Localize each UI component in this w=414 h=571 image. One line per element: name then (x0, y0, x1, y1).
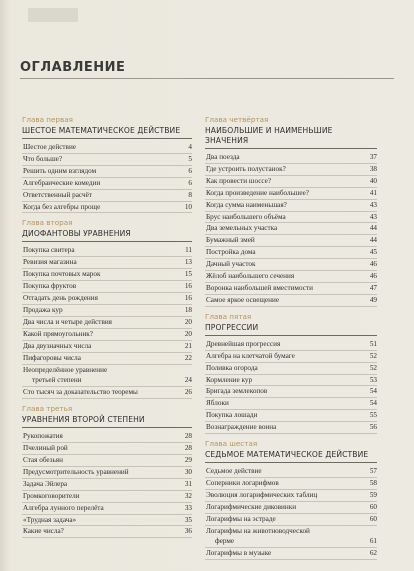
page-number: 20 (184, 329, 192, 338)
toc-entry[interactable] (205, 548, 377, 560)
chapter-block (22, 115, 192, 213)
entry-title: Что больше? (23, 154, 63, 163)
page-number: 44 (369, 224, 377, 233)
entry-title: Бригада землекопов (206, 387, 268, 396)
entry-title: Седьмое действие (206, 467, 262, 476)
toc-entry[interactable] (205, 295, 377, 307)
entry-title: Покупка фруктов (23, 282, 77, 291)
page-number: 43 (369, 200, 377, 209)
entry-title: Покупка свитера (23, 246, 75, 255)
page-number: 21 (184, 341, 192, 350)
page-number: 18 (184, 305, 192, 314)
toc-entry[interactable] (205, 212, 377, 224)
entry-title: Где устроить полустанок? (206, 164, 286, 173)
chapter-block (205, 312, 377, 434)
entry-title: Когда произведение наибольшее? (206, 188, 309, 197)
entry-title: Два земельных участка (206, 224, 278, 233)
page-number: 31 (184, 479, 192, 488)
entry-title: Алгебра на клетчатой бумаге (206, 351, 295, 360)
page-number: 28 (184, 432, 192, 441)
chapter-label: Глава четвёртая (205, 115, 269, 124)
entry-title: Покупка лошади (206, 411, 258, 420)
toc-entry[interactable] (22, 257, 192, 269)
toc-entry[interactable] (205, 422, 377, 434)
entry-title: Жёлоб наибольшего сечения (206, 272, 295, 281)
page-number: 29 (184, 456, 192, 465)
toc-column-right (205, 115, 377, 565)
page-number: 30 (184, 467, 192, 476)
toc-entry[interactable] (205, 478, 377, 490)
page-number: 33 (184, 503, 192, 512)
entry-title: Логарифмы в музыке (206, 549, 272, 558)
toc-entry[interactable] (22, 190, 192, 202)
page-number: 37 (369, 153, 377, 161)
toc-entry[interactable] (205, 223, 377, 235)
chapter-title: СЕДЬМОЕ МАТЕМАТИЧЕСКОЕ ДЕЙСТВИЕ (205, 450, 377, 463)
entry-title: Неопределённое уравнение (23, 365, 108, 374)
toc-entry[interactable] (205, 200, 377, 212)
chapter-block (22, 404, 192, 538)
page-number: 38 (369, 164, 377, 173)
chapter-block (22, 218, 192, 399)
page-number: 15 (184, 270, 192, 279)
page-number: 49 (369, 295, 377, 304)
toc-entry[interactable] (205, 526, 377, 537)
entry-title: Самое яркое освещение (206, 295, 280, 304)
entry-title: Громкоговорители (23, 491, 80, 500)
toc-entry[interactable] (205, 363, 377, 375)
toc-entry[interactable] (205, 466, 377, 478)
page-number: 4 (188, 143, 192, 151)
toc-entry[interactable] (22, 365, 192, 376)
toc-entry[interactable] (205, 271, 377, 283)
toc-entry[interactable] (22, 329, 192, 341)
entry-title: Древнейшая прогрессия (206, 339, 281, 348)
entry-title: Решить одним взглядом (23, 166, 97, 175)
entry-title: Какой прямоугольник? (23, 329, 93, 338)
toc-entry[interactable] (22, 281, 192, 293)
page-number: 16 (184, 294, 192, 303)
entry-title: Как провести шоссе? (206, 176, 272, 185)
chapter-label: Глава шестая (205, 439, 258, 449)
toc-entry[interactable] (22, 305, 192, 317)
entry-title: Ответственный расчёт (23, 190, 92, 199)
page-number: 24 (184, 376, 192, 385)
entry-title: Алгебра лунного перелёта (23, 503, 104, 512)
page-number: 20 (184, 317, 192, 326)
entry-title: Брус наибольшего объёма (206, 212, 286, 221)
toc-entry[interactable] (205, 152, 377, 164)
entry-title: Вознаграждение воина (206, 423, 277, 432)
chapter-block (205, 439, 377, 560)
entry-title: Эволюция логарифмических таблиц (206, 490, 318, 499)
page-number: 52 (369, 351, 377, 360)
toc-entry[interactable] (22, 341, 192, 353)
toc-entry[interactable] (22, 353, 192, 365)
toc-entry[interactable] (205, 386, 377, 398)
toc-entry[interactable] (22, 515, 192, 527)
page-number: 16 (184, 282, 192, 291)
entry-title: Яблоки (206, 399, 229, 408)
page-number: 36 (184, 527, 192, 536)
page-number: 5 (188, 154, 192, 163)
toc-entry[interactable] (22, 375, 192, 387)
page-number: 46 (369, 272, 377, 281)
page-number: 56 (369, 423, 377, 432)
toc-entry[interactable] (22, 317, 192, 329)
entry-title: Шестое действие (23, 143, 76, 151)
chapter-title: ДИОФАНТОВЫ УРАВНЕНИЯ (22, 229, 192, 242)
toc-entry[interactable] (205, 536, 377, 548)
toc-entry[interactable] (205, 502, 377, 514)
toc-entry[interactable] (22, 269, 192, 281)
toc-column-left (22, 115, 192, 543)
entry-title: Логарифмы на эстраде (206, 514, 276, 523)
entry-title: третьей степени (32, 376, 82, 385)
page-number: 8 (188, 190, 192, 199)
page-number: 62 (369, 549, 377, 558)
entry-title: Логарифмические диковинки (206, 502, 297, 511)
entry-title: Бумажный змей (206, 236, 255, 245)
page-number: 22 (184, 353, 192, 362)
entry-title: Два двузначных числа (23, 341, 92, 350)
page-number: 53 (369, 375, 377, 384)
toc-entry[interactable] (205, 188, 377, 200)
toc-entry[interactable] (22, 293, 192, 305)
corner-mark (28, 8, 78, 22)
toc-entry[interactable] (22, 443, 192, 455)
page-number: 10 (184, 202, 192, 211)
entry-title: Логарифмы на животноводческой (206, 526, 310, 535)
entry-title: Воронка наибольшей вместимости (206, 283, 313, 292)
entry-title: Когда сумма наименьшая? (206, 200, 287, 209)
page-number: 6 (188, 178, 192, 187)
entry-title: Какие числа? (23, 527, 64, 536)
toc-entry[interactable] (205, 410, 377, 422)
chapter-label: Глава первая (22, 115, 73, 124)
page-number: 51 (369, 339, 377, 348)
entry-title: Дачный участок (206, 260, 256, 269)
entry-title: Два числа и четыре действия (23, 317, 112, 326)
page-number: 61 (369, 537, 377, 546)
entry-title: Поливка огорода (206, 363, 258, 372)
entry-title: Сто тысяч за доказательство теоремы (23, 388, 138, 397)
title-divider (20, 78, 394, 79)
toc-entry[interactable] (205, 375, 377, 387)
toc-entry[interactable] (22, 387, 192, 399)
page-number: 44 (369, 236, 377, 245)
toc-entry[interactable] (22, 503, 192, 515)
page-number: 28 (184, 444, 192, 453)
toc-entry[interactable] (205, 490, 377, 502)
entry-title: Кормление кур (206, 375, 253, 384)
entry-title: Пчелиный рой (23, 444, 68, 453)
toc-entry[interactable] (205, 235, 377, 247)
entry-title: Продажа кур (23, 305, 63, 314)
toc-entry[interactable] (22, 526, 192, 538)
page-number: 57 (369, 467, 377, 476)
entry-title: Предусмотрительность уравнений (23, 467, 129, 476)
page-number: 46 (369, 260, 377, 269)
toc-entry[interactable] (22, 455, 192, 467)
page-number: 55 (369, 411, 377, 420)
toc-entry[interactable] (22, 245, 192, 257)
toc-entry[interactable] (22, 202, 192, 214)
chapter-block (205, 115, 377, 307)
toc-entry[interactable] (205, 247, 377, 259)
chapter-title: ШЕСТОЕ МАТЕМАТИЧЕСКОЕ ДЕЙСТВИЕ (22, 126, 192, 139)
toc-entry[interactable] (205, 164, 377, 176)
entry-title: Покупка почтовых марок (23, 270, 101, 279)
chapter-label: Глава пятая (205, 311, 252, 321)
toc-entry[interactable] (205, 398, 377, 410)
page-number: 60 (369, 514, 377, 523)
entry-title: Ревизия магазина (23, 258, 77, 267)
page-number: 54 (369, 387, 377, 396)
entry-title: Алгебраические комедии (23, 178, 101, 187)
page-number: 13 (184, 258, 192, 267)
page-number: 11 (185, 246, 192, 255)
entry-title: Отгадать день рождения (23, 294, 98, 303)
page-number: 59 (369, 490, 377, 499)
toc-entry[interactable] (205, 283, 377, 295)
page-title: ОГЛАВЛЕНИЕ (20, 60, 126, 75)
entry-title: Рукопожатия (23, 432, 63, 441)
toc-entry[interactable] (22, 178, 192, 190)
page-number: 32 (184, 491, 192, 500)
toc-entry[interactable] (205, 514, 377, 526)
toc-entry[interactable] (22, 142, 192, 154)
toc-entry[interactable] (205, 351, 377, 363)
entry-title: Два поезда (206, 153, 240, 161)
toc-entry[interactable] (205, 259, 377, 271)
page-number: 41 (369, 188, 377, 197)
chapter-label: Глава третья (22, 404, 73, 414)
page-number: 43 (369, 212, 377, 221)
toc-entry[interactable] (22, 491, 192, 503)
chapter-label: Глава вторая (22, 218, 73, 228)
entry-title: Когда без алгебры проще (23, 202, 101, 211)
page-number: 40 (369, 176, 377, 185)
toc-entry[interactable] (22, 166, 192, 178)
toc-entry[interactable] (22, 479, 192, 491)
entry-title: Стая обезьян (23, 456, 63, 465)
toc-entry[interactable] (22, 467, 192, 479)
toc-entry[interactable] (205, 176, 377, 188)
entry-title: «Трудная задача» (23, 515, 77, 524)
page-number: 54 (369, 399, 377, 408)
toc-entry[interactable] (205, 339, 377, 351)
page-number: 47 (369, 283, 377, 292)
entry-title: Соперники логарифмов (206, 478, 279, 487)
chapter-title: НАИБОЛЬШИЕ И НАИМЕНЬШИЕ ЗНАЧЕНИЯ (205, 126, 377, 149)
page-number: 45 (369, 248, 377, 257)
entry-title: Задача Эйлера (23, 479, 68, 488)
page-number: 60 (369, 502, 377, 511)
page-number: 6 (188, 166, 192, 175)
page-number: 35 (184, 515, 192, 524)
entry-title: ферме (215, 537, 235, 546)
page-number: 26 (184, 388, 192, 397)
entry-title: Пифагоровы числа (23, 353, 81, 362)
entry-title: Постройка дома (206, 248, 256, 257)
chapter-title: ПРОГРЕССИИ (205, 323, 377, 336)
chapter-title: УРАВНЕНИЯ ВТОРОЙ СТЕПЕНИ (22, 415, 192, 428)
page-number: 58 (369, 478, 377, 487)
toc-entry[interactable] (22, 154, 192, 166)
toc-entry[interactable] (22, 431, 192, 443)
page-number: 52 (369, 363, 377, 372)
